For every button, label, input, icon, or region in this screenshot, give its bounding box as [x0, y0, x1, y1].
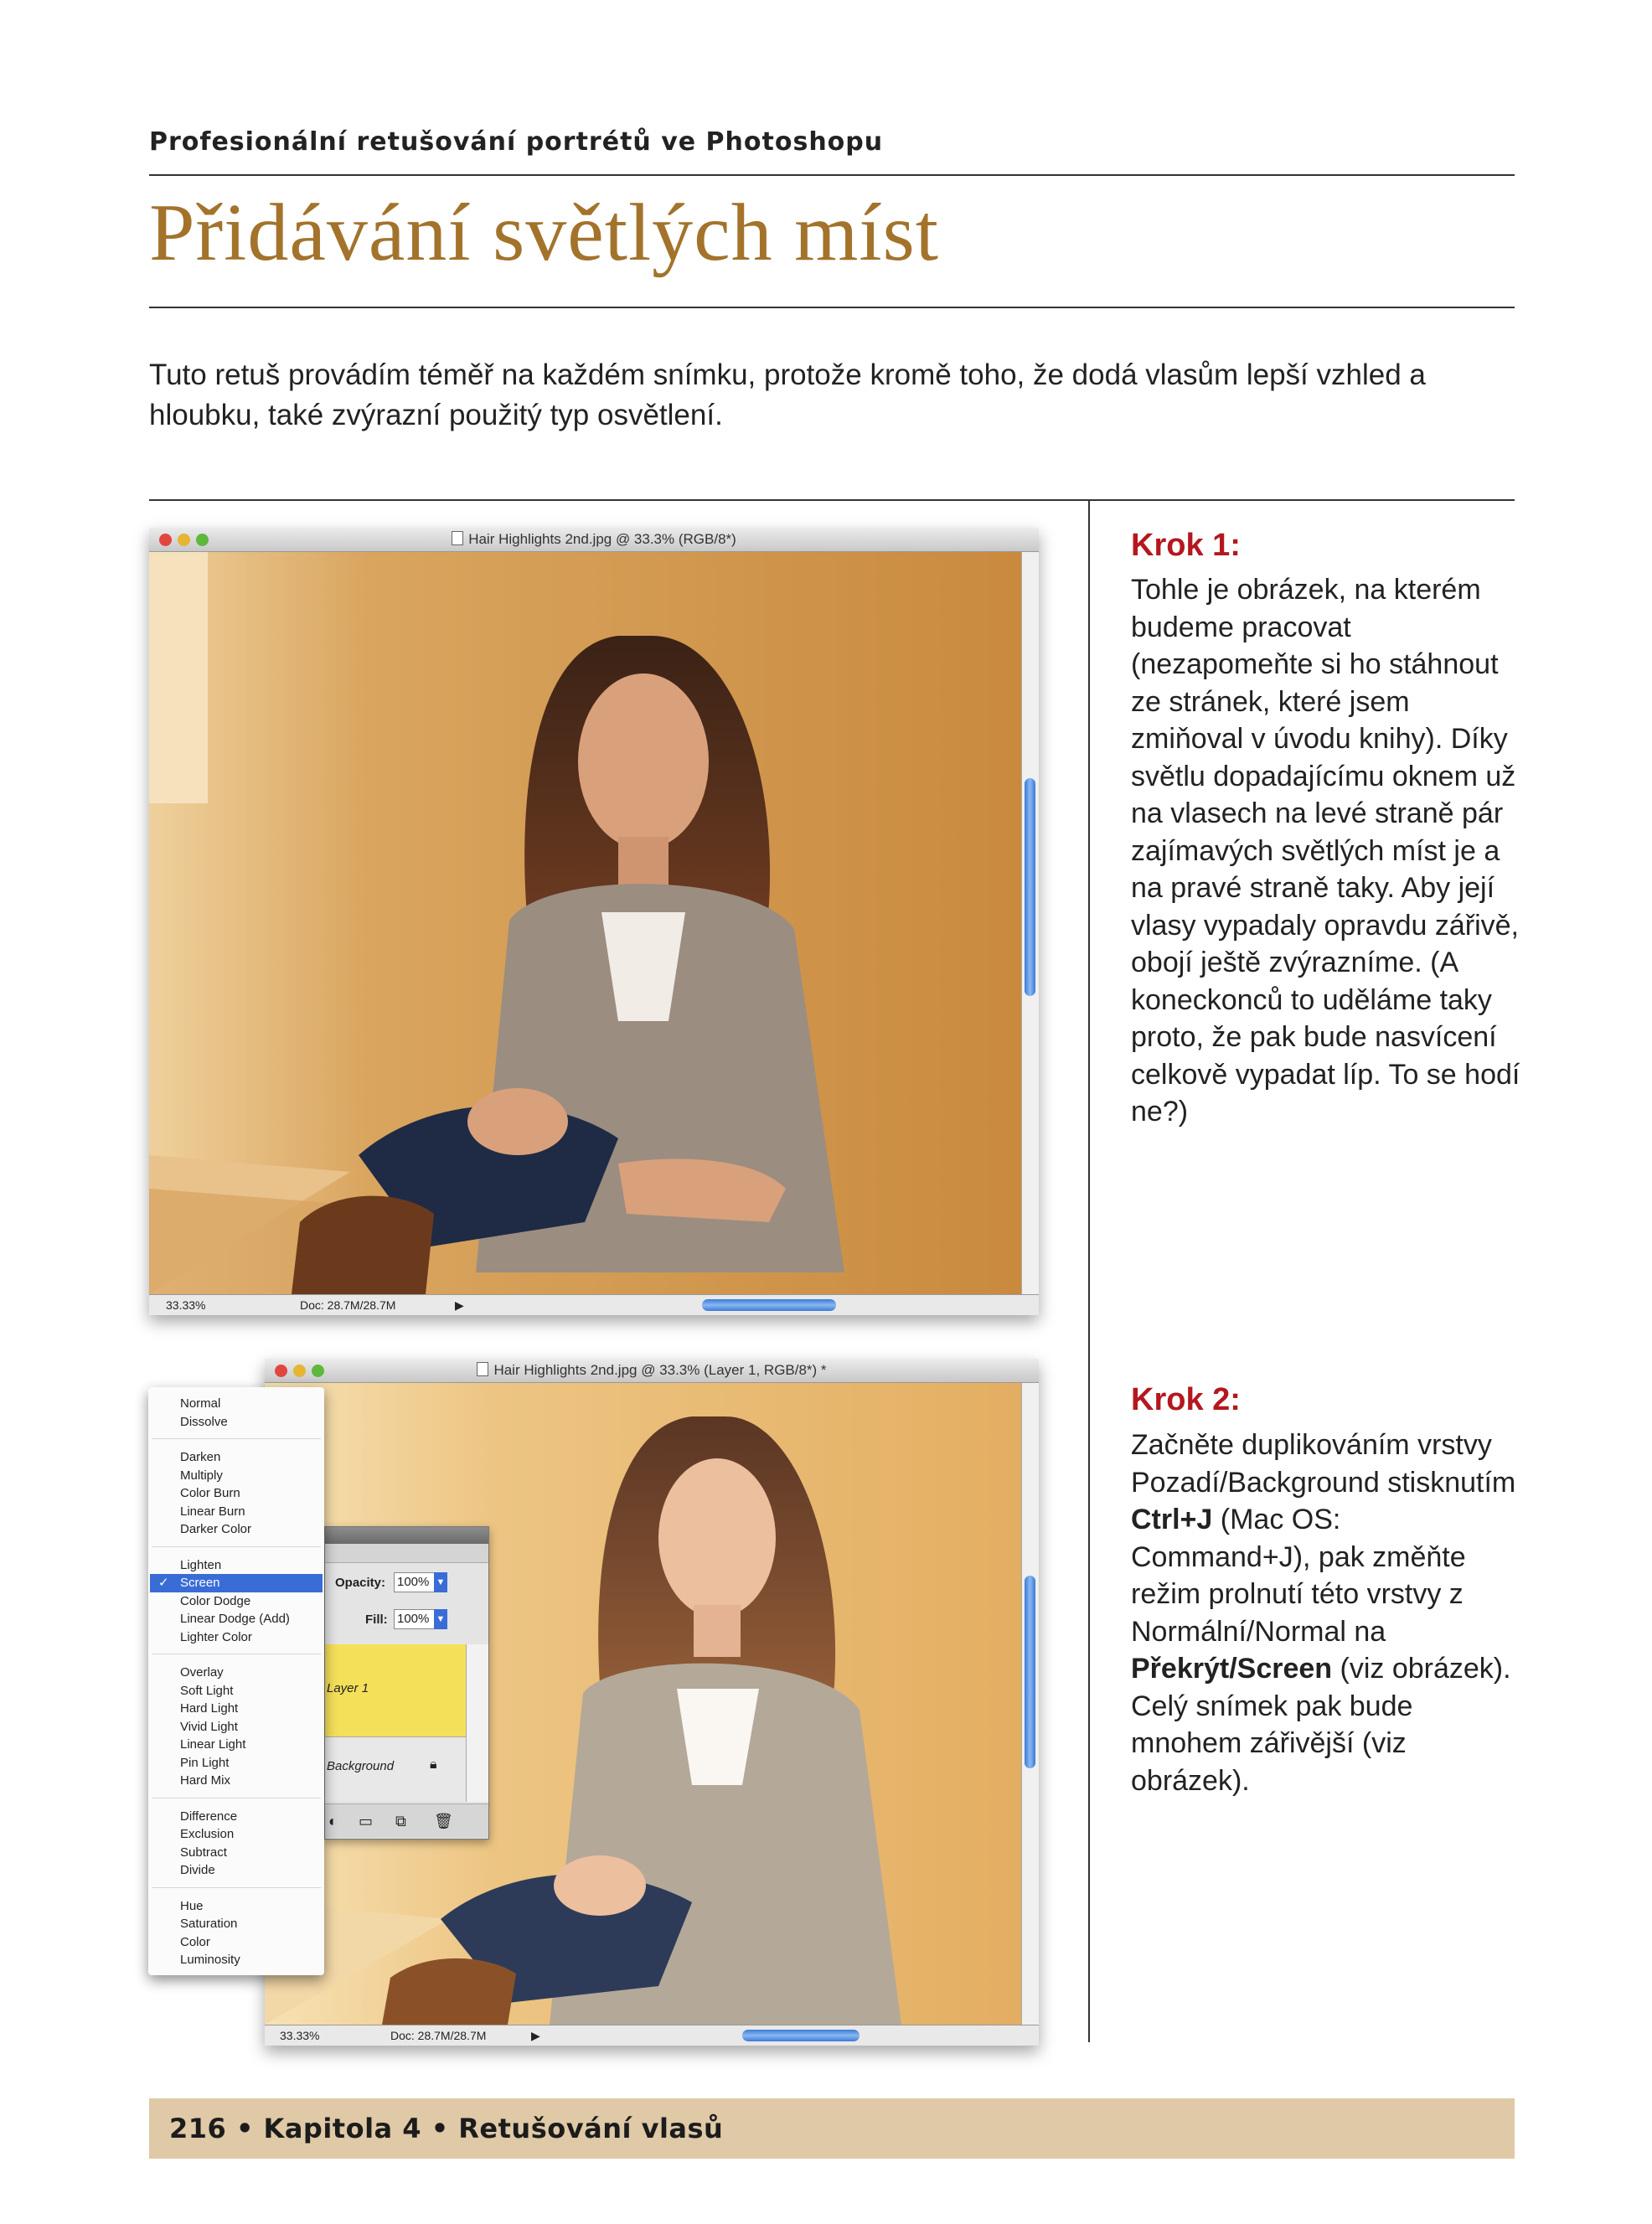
layer-name: Background [327, 1759, 395, 1773]
blend-mode-item[interactable]: Color [180, 1934, 210, 1949]
blend-mode-item[interactable]: Difference [180, 1809, 238, 1824]
blend-mode-item[interactable]: Linear Burn [180, 1504, 245, 1519]
checkmark-icon: ✓ [158, 1576, 169, 1590]
footer-text: 216 • Kapitola 4 • Retušování vlasů [169, 2113, 724, 2144]
fill-dropdown-button[interactable]: ▼ [434, 1609, 447, 1629]
blend-mode-item[interactable]: Vivid Light [180, 1719, 238, 1734]
document-icon [477, 1362, 488, 1376]
doc-size: Doc: 28.7M/28.7M [390, 2029, 487, 2042]
status-menu-arrow[interactable]: ▶ [531, 2029, 540, 2042]
status-menu-arrow[interactable]: ▶ [455, 1298, 464, 1312]
blend-mode-item[interactable]: Color Dodge [180, 1593, 251, 1608]
menu-separator [152, 1438, 321, 1439]
blend-mode-item[interactable]: Dissolve [180, 1414, 228, 1429]
horizontal-scroll-thumb[interactable] [702, 1299, 836, 1311]
menu-separator [152, 1546, 321, 1547]
blend-mode-item[interactable]: Subtract [180, 1845, 227, 1860]
blend-mode-screen: Překrýt/Screen [1131, 1653, 1333, 1685]
column-divider [1088, 501, 1090, 2042]
page-title: Přidávání světlých míst [149, 188, 939, 278]
blend-mode-item[interactable]: Lighter Color [180, 1629, 252, 1644]
status-bar [149, 1294, 1039, 1315]
step2-text [1131, 1427, 1525, 1799]
fill-field[interactable]: 100% [394, 1609, 435, 1629]
photoshop-window-step1 [149, 528, 1039, 1315]
adjustment-layer-icon[interactable]: ◐ [328, 1813, 338, 1829]
step1-title: Krok 1: [1131, 528, 1241, 563]
blend-mode-item[interactable]: Multiply [180, 1468, 223, 1483]
layers-panel [324, 1526, 489, 1840]
blend-mode-item[interactable]: Soft Light [180, 1683, 234, 1698]
close-button[interactable] [275, 1365, 287, 1377]
step2-text-part: Začněte duplikováním vrstvy Pozadí/Background stisknutím [1131, 1429, 1516, 1499]
panel-header [325, 1527, 488, 1544]
blend-mode-item[interactable]: Darken [180, 1450, 221, 1464]
layer-row-background[interactable] [325, 1737, 466, 1801]
new-layer-icon[interactable]: ⧉ [395, 1813, 406, 1829]
zoom-level[interactable]: 33.33% [166, 1298, 206, 1312]
close-button[interactable] [159, 534, 172, 546]
blend-mode-menu [148, 1387, 324, 1975]
document-icon [452, 531, 463, 545]
new-group-icon[interactable]: ▭ [359, 1813, 374, 1829]
blend-mode-item[interactable]: Linear Dodge (Add) [180, 1612, 290, 1626]
blend-mode-item[interactable]: Hard Light [180, 1701, 239, 1716]
vertical-scrollbar[interactable] [1021, 552, 1039, 1294]
zoom-level[interactable]: 33.33% [280, 2029, 320, 2042]
panel-scrollbar[interactable] [466, 1644, 488, 1802]
horizontal-scroll-thumb[interactable] [742, 2030, 860, 2041]
blend-mode-item[interactable]: Lighten [180, 1557, 222, 1572]
lock-icon: 🔒︎ [430, 1757, 437, 1772]
window-titlebar [149, 528, 1039, 552]
opacity-field[interactable]: 100% [394, 1572, 435, 1592]
vertical-scroll-thumb[interactable] [1025, 1576, 1035, 1768]
doc-size: Doc: 28.7M/28.7M [300, 1298, 396, 1312]
window-titlebar [265, 1359, 1039, 1383]
opacity-label: Opacity: [335, 1576, 386, 1590]
menu-item-highlight [150, 1574, 323, 1592]
shortcut-ctrl-j: Ctrl+J [1131, 1504, 1213, 1535]
portrait-photo [149, 552, 1021, 1294]
step2-text-part: (viz obrázek). Celý snímek pak bude mnohem zářivější (viz obrázek). [1131, 1653, 1511, 1797]
blend-mode-item[interactable]: Color Burn [180, 1486, 240, 1500]
blend-mode-item[interactable]: Divide [180, 1863, 215, 1877]
blend-mode-item[interactable]: Darker Color [180, 1522, 252, 1536]
step2-title: Krok 2: [1131, 1382, 1241, 1417]
blend-mode-item[interactable]: Linear Light [180, 1737, 246, 1752]
zoom-button[interactable] [312, 1365, 324, 1377]
minimize-button[interactable] [178, 534, 190, 546]
blend-mode-item[interactable]: Hard Mix [180, 1773, 231, 1788]
photo-canvas [149, 552, 1021, 1294]
blend-mode-item[interactable]: Normal [180, 1396, 221, 1411]
blend-mode-item[interactable]: Screen [180, 1576, 220, 1590]
step1-text: Tohle je obrázek, na kterém budeme pracovat (nezapomeňte si ho stáhnout ze stránek, které jsem zmiňoval v úvodu knihy). Díky světlu dopadajícímu oknem už na vlasech na levé straně pár zajímavých světlých míst je a na pravé straně taky. Aby její vlasy vypadaly opravdu zářivě, obojí ještě zvýrazníme. (A koneckonců to uděláme taky proto, že pak bude nasvícení celkově vypadat líp. To se hodí ne?) [1131, 574, 1520, 1127]
step2-text-part: (Mac OS: Command+J), pak změňte režim prolnutí této vrstvy z Normální/Normal na [1131, 1504, 1466, 1648]
section-rule [149, 499, 1515, 501]
zoom-button[interactable] [196, 534, 209, 546]
layer-row-layer1[interactable] [325, 1644, 466, 1737]
window-title: Hair Highlights 2nd.jpg @ 33.3% (RGB/8*) [468, 531, 736, 547]
footer-band [149, 2098, 1515, 2159]
minimize-button[interactable] [293, 1365, 306, 1377]
blend-mode-item[interactable]: Saturation [180, 1917, 238, 1931]
opacity-dropdown-button[interactable]: ▼ [434, 1572, 447, 1592]
header-rule-bottom [149, 307, 1515, 308]
layer-name: Layer 1 [327, 1681, 369, 1695]
blend-mode-item[interactable]: Pin Light [180, 1755, 230, 1770]
fill-label: Fill: [365, 1613, 388, 1627]
vertical-scrollbar[interactable] [1021, 1383, 1039, 2025]
vertical-scroll-thumb[interactable] [1025, 778, 1035, 996]
blend-mode-item[interactable]: Overlay [180, 1665, 224, 1680]
header-rule-top [149, 174, 1515, 176]
trash-icon[interactable]: 🗑︎ [434, 1813, 453, 1829]
running-header: Profesionální retušování portrétů ve Photoshopu [149, 127, 884, 157]
menu-separator [152, 1887, 321, 1888]
blend-mode-item[interactable]: Exclusion [180, 1827, 235, 1841]
blend-mode-item[interactable]: Hue [180, 1898, 204, 1913]
window-title: Hair Highlights 2nd.jpg @ 33.3% (Layer 1, RGB/8*) * [493, 1362, 827, 1378]
panel-menu-bar [325, 1544, 488, 1563]
blend-mode-item[interactable]: Luminosity [180, 1953, 240, 1967]
layers-footer [325, 1803, 488, 1838]
status-bar [265, 2025, 1039, 2046]
intro-paragraph: Tuto retuš provádím téměř na každém snímku, protože kromě toho, že dodá vlasům lepší vzhled a hloubku, také zvýrazní použitý typ osvětlení. [149, 359, 1426, 431]
